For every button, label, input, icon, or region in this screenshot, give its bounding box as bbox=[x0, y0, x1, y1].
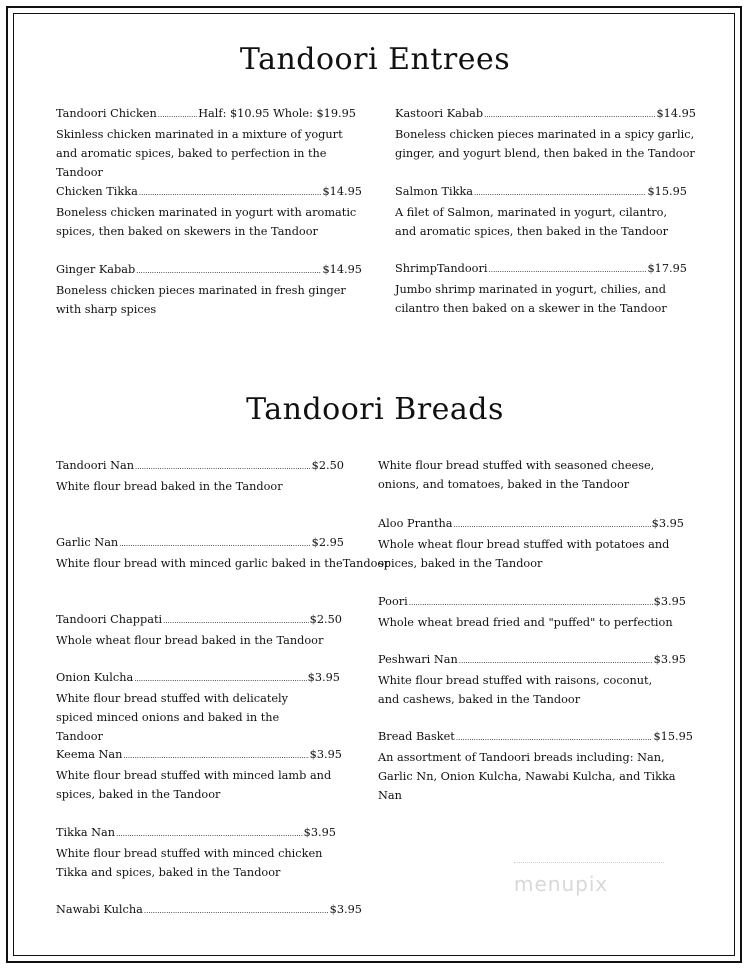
menu-item-garlic-nan bbox=[56, 533, 390, 573]
item-price: $15.95 bbox=[653, 730, 693, 743]
item-description: Whole wheat flour bread stuffed with potatoes and spices, baked in the Tandoor bbox=[378, 538, 670, 570]
item-price: $14.95 bbox=[322, 263, 362, 276]
dot-leader bbox=[123, 747, 308, 766]
item-description: Boneless chicken pieces marinated in fresh ginger with sharp spices bbox=[56, 284, 346, 316]
watermark-logo: menupix bbox=[514, 872, 609, 896]
dot-leader bbox=[163, 612, 309, 631]
dot-leader bbox=[134, 670, 306, 689]
menu-item-keema-nan bbox=[56, 745, 342, 804]
item-description: Boneless chicken marinated in yogurt with aromatic spices, then baked on skewers in the Tandoor bbox=[56, 206, 357, 238]
item-price: $14.95 bbox=[656, 107, 696, 120]
menu-item-onion-kulcha bbox=[56, 668, 340, 746]
menu-item-tandoori-nan bbox=[56, 456, 344, 496]
item-description: White flour bread stuffed with seasoned cheese, onions, and tomatoes, baked in the Tandoor bbox=[378, 459, 655, 491]
menu-item-nawabi-kulcha-description bbox=[378, 456, 678, 494]
item-price: $3.95 bbox=[307, 671, 340, 684]
item-description: A filet of Salmon, marinated in yogurt, cilantro, and aromatic spices, then baked in the Tandoor bbox=[395, 206, 669, 238]
item-description: Boneless chicken pieces marinated in a spicy garlic, ginger, and yogurt blend, then baked in the Tandoor bbox=[395, 128, 695, 160]
menu-item-chicken-tikka bbox=[56, 182, 362, 241]
item-price: $14.95 bbox=[322, 185, 362, 198]
menu-item-poori bbox=[378, 592, 686, 632]
item-name: Ginger Kabab bbox=[56, 263, 136, 276]
item-description: Whole wheat flour bread baked in the Tandoor bbox=[56, 634, 324, 647]
item-price: $3.95 bbox=[651, 517, 684, 530]
item-description: White flour bread with minced garlic baked in theTandoor bbox=[56, 557, 390, 570]
item-description: An assortment of Tandoori breads including: Nan, Garlic Nn, Onion Kulcha, Nawabi Kulcha, and Tikka Nan bbox=[378, 751, 676, 802]
item-description: Whole wheat bread fried and "puffed" to perfection bbox=[378, 616, 673, 629]
watermark-rule bbox=[514, 862, 664, 863]
dot-leader bbox=[474, 184, 646, 203]
item-price: $3.95 bbox=[653, 595, 686, 608]
breads-title: Tandoori Breads bbox=[246, 392, 504, 427]
item-price: $3.95 bbox=[309, 748, 342, 761]
dot-leader bbox=[489, 261, 647, 280]
item-description: White flour bread stuffed with minced lamb and spices, baked in the Tandoor bbox=[56, 769, 332, 801]
item-name: Nawabi Kulcha bbox=[56, 903, 143, 916]
menu-item-tandoori-chappati bbox=[56, 610, 342, 650]
menu-item-kastoori-kabab bbox=[395, 104, 696, 163]
item-price: $15.95 bbox=[647, 185, 687, 198]
dot-leader bbox=[459, 652, 653, 671]
item-price: $3.95 bbox=[329, 903, 362, 916]
dot-leader bbox=[144, 902, 329, 921]
item-name: ShrimpTandoori bbox=[395, 262, 488, 275]
dot-leader bbox=[409, 594, 653, 613]
item-name: Garlic Nan bbox=[56, 536, 119, 549]
item-description: Jumbo shrimp marinated in yogurt, chilies, and cilantro then baked on a skewer in the Tandoor bbox=[395, 283, 667, 315]
item-name: Tikka Nan bbox=[56, 826, 116, 839]
item-description: Skinless chicken marinated in a mixture of yogurt and aromatic spices, baked to perfection in the Tandoor bbox=[56, 128, 343, 179]
dot-leader bbox=[456, 729, 653, 748]
menu-item-tikka-nan bbox=[56, 823, 350, 882]
item-name: Onion Kulcha bbox=[56, 671, 134, 684]
menu-item-nawabi-kulcha bbox=[56, 900, 362, 921]
item-name: Kastoori Kabab bbox=[395, 107, 484, 120]
item-name: Chicken Tikka bbox=[56, 185, 138, 198]
item-description: White flour bread stuffed with raisons, coconut, and cashews, baked in the Tandoor bbox=[378, 674, 653, 706]
menu-item-bread-basket bbox=[378, 727, 693, 805]
item-description: White flour bread baked in the Tandoor bbox=[56, 480, 283, 493]
item-price: Half: $10.95 Whole: $19.95 bbox=[198, 107, 356, 120]
item-name: Salmon Tikka bbox=[395, 185, 474, 198]
dot-leader bbox=[119, 535, 310, 554]
dot-leader bbox=[135, 458, 311, 477]
menu-item-aloo-prantha bbox=[378, 514, 684, 573]
item-name: Keema Nan bbox=[56, 748, 123, 761]
dot-leader bbox=[158, 106, 197, 125]
menu-item-peshwari-nan bbox=[378, 650, 686, 709]
item-price: $2.95 bbox=[311, 536, 344, 549]
dot-leader bbox=[136, 262, 321, 281]
item-name: Peshwari Nan bbox=[378, 653, 458, 666]
item-price: $17.95 bbox=[647, 262, 687, 275]
menu-item-shrimp-tandoori bbox=[395, 259, 687, 318]
item-description: White flour bread stuffed with delicately spiced minced onions and baked in the Tandoor bbox=[56, 692, 289, 743]
item-price: $2.50 bbox=[311, 459, 344, 472]
item-name: Bread Basket bbox=[378, 730, 455, 743]
item-description: White flour bread stuffed with minced chicken Tikka and spices, baked in the Tandoor bbox=[56, 847, 323, 879]
dot-leader bbox=[116, 825, 303, 844]
item-price: $3.95 bbox=[303, 826, 336, 839]
entrees-title: Tandoori Entrees bbox=[239, 42, 511, 77]
item-price: $2.50 bbox=[309, 613, 342, 626]
item-name: Aloo Prantha bbox=[378, 517, 453, 530]
item-price: $3.95 bbox=[653, 653, 686, 666]
menu-item-ginger-kabab bbox=[56, 260, 362, 319]
item-name: Tandoori Chicken bbox=[56, 107, 157, 120]
dot-leader bbox=[484, 106, 655, 125]
menu-item-tandoori-chicken bbox=[56, 104, 356, 182]
item-name: Poori bbox=[378, 595, 408, 608]
dot-leader bbox=[139, 184, 322, 203]
item-name: Tandoori Chappati bbox=[56, 613, 163, 626]
dot-leader bbox=[454, 516, 651, 535]
menu-item-salmon-tikka bbox=[395, 182, 687, 241]
item-name: Tandoori Nan bbox=[56, 459, 135, 472]
